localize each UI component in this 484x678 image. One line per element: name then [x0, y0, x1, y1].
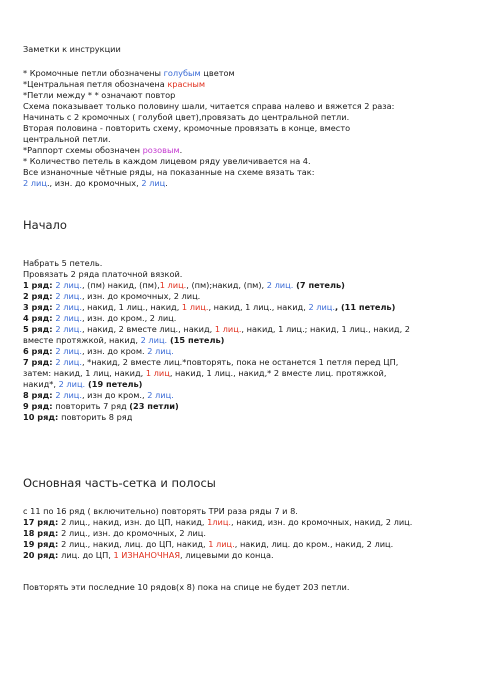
text-segment: центральной петли.: [23, 134, 111, 144]
text-segment: 2 лиц.: [55, 280, 82, 290]
text-segment: 2 лиц.: [147, 346, 174, 356]
notes-block: [23, 68, 394, 189]
text-segment: 2 лиц., изн. до кромочных, 2 лиц.: [61, 528, 206, 538]
text-segment: 2 лиц.: [55, 324, 82, 334]
text-segment: 2 лиц.: [266, 280, 294, 290]
text-segment: Все изнаночные чётные ряды, на показанные на схеме вязать так:: [23, 167, 315, 177]
text-segment: , накид, изн. до кромочных, накид, 2 лиц.: [231, 517, 413, 527]
text-segment: , изн. до кром.: [81, 346, 148, 356]
text-segment: , накид, 1 лиц., накид,: [81, 302, 182, 312]
start-line: [23, 313, 410, 324]
text-segment: , изн. до кром., 2 лиц.: [81, 313, 177, 323]
notes-line: [23, 79, 394, 90]
text-segment: , (пм);накид, (пм),: [186, 280, 267, 290]
text-segment: Начинать с 2 кромочных ( голубой цвет),провязать до центральной петли.: [23, 112, 350, 122]
text-segment: розовым: [142, 145, 180, 155]
text-segment: 2 лиц.: [55, 357, 82, 367]
text-segment: 2 лиц: [141, 178, 166, 188]
text-segment: (19 петель): [85, 379, 143, 389]
text-segment: , накид, 2 вместе лиц., накид,: [81, 324, 215, 334]
text-segment: красным: [167, 79, 205, 89]
text-segment: 3 ряд:: [23, 302, 56, 312]
text-segment: 2 ряд:: [23, 291, 56, 301]
start-line: [23, 324, 410, 335]
start-instructions: [23, 258, 410, 423]
text-segment: , (11 петель): [334, 302, 396, 312]
main-line: [23, 506, 412, 517]
section-heading-start: Начало: [23, 218, 67, 232]
start-line: [23, 346, 410, 357]
text-segment: *Центральная петля обозначена: [23, 79, 168, 89]
text-segment: 1 лиц: [145, 368, 170, 378]
text-segment: накид*,: [23, 379, 59, 389]
start-line: [23, 390, 410, 401]
text-segment: Набрать 5 петель.: [23, 258, 103, 268]
text-segment: 19 ряд:: [23, 539, 62, 549]
text-segment: 2 лиц.: [140, 335, 168, 345]
text-segment: * Количество петель в каждом лицевом ряду увеличивается на 4.: [23, 156, 311, 166]
notes-line: [23, 178, 394, 189]
text-segment: Вторая половина - повторить схему, кромочные провязать в конце, вместо: [23, 123, 351, 133]
notes-line: [23, 167, 394, 178]
text-segment: *Раппорт схемы обозначен: [23, 145, 143, 155]
text-segment: 2 лиц.: [308, 302, 335, 312]
text-segment: 9 ряд:: [23, 401, 56, 411]
notes-line: [23, 145, 394, 156]
section-heading-main: Основная часть-сетка и полосы: [23, 476, 216, 490]
text-segment: вместе протяжкой, накид,: [23, 335, 141, 345]
text-segment: 1 ИЗНАНОЧНАЯ: [113, 550, 181, 560]
text-segment: , изн до кром.,: [81, 390, 148, 400]
text-segment: 2 лиц: [23, 178, 47, 188]
text-segment: 18 ряд:: [23, 528, 62, 538]
notes-line: [23, 156, 394, 167]
text-segment: 1 лиц.: [214, 324, 242, 334]
start-line: [23, 258, 410, 269]
text-segment: *Петли между * * означают повтор: [23, 90, 176, 100]
text-segment: Провязать 2 ряда платочной вязкой.: [23, 269, 183, 279]
main-line: [23, 550, 412, 561]
text-segment: повторить 8 ряд: [61, 412, 133, 422]
notes-line: [23, 112, 394, 123]
text-segment: (15 петель): [167, 335, 225, 345]
text-segment: .: [165, 178, 168, 188]
main-line: [23, 528, 412, 539]
notes-line: [23, 101, 394, 112]
notes-line: [23, 134, 394, 145]
text-segment: 2 лиц.: [58, 379, 86, 389]
final-note: Повторять эти последние 10 рядов(х 8) пока на спице не будет 203 петли.: [23, 582, 350, 592]
text-segment: 1 лиц.: [181, 302, 209, 312]
text-segment: затем: накид, 1 лиц, накид,: [23, 368, 146, 378]
text-segment: 10 ряд:: [23, 412, 62, 422]
main-instructions: [23, 506, 412, 561]
text-segment: 2 лиц.: [55, 346, 82, 356]
text-segment: 2 лиц.: [55, 302, 82, 312]
text-segment: 8 ряд:: [23, 390, 56, 400]
text-segment: , накид, 1 лиц., накид,* 2 вместе лиц. протяжкой,: [169, 368, 387, 378]
text-segment: 2 лиц.: [55, 291, 82, 301]
text-segment: .: [179, 145, 183, 155]
text-segment: , (пм) накид, (пм),: [81, 280, 160, 290]
text-segment: (23 петли): [129, 401, 179, 411]
text-segment: 1 лиц.: [208, 539, 235, 549]
text-segment: , накид, 1 лиц., накид,: [208, 302, 309, 312]
start-line: [23, 280, 410, 291]
text-segment: (7 петель): [293, 280, 345, 290]
text-segment: , лицевыми до конца.: [180, 550, 274, 560]
text-segment: 17 ряд:: [23, 517, 62, 527]
text-segment: , накид, лиц. до кром., накид, 2 лиц.: [234, 539, 394, 549]
text-segment: 2 лиц., накид, лиц. до ЦП, накид,: [61, 539, 209, 549]
text-segment: , накид, 1 лиц.; накид, 1 лиц., накид, 2: [241, 324, 410, 334]
text-segment: 4 ряд:: [23, 313, 56, 323]
text-segment: 2 лиц.: [55, 390, 82, 400]
notes-line: [23, 90, 394, 101]
text-segment: 7 ряд:: [23, 357, 56, 367]
start-line: [23, 379, 410, 390]
main-line: [23, 539, 412, 550]
notes-line: [23, 68, 394, 79]
main-line: [23, 517, 412, 528]
page-title: Заметки к инструкции: [23, 44, 121, 54]
text-segment: 6 ряд:: [23, 346, 56, 356]
start-line: [23, 291, 410, 302]
start-line: [23, 368, 410, 379]
start-line: [23, 302, 410, 313]
text-segment: лиц. до ЦП,: [61, 550, 114, 560]
text-segment: 2 лиц.: [55, 313, 82, 323]
start-line: [23, 335, 410, 346]
text-segment: ., изн. до кромочных,: [46, 178, 142, 188]
text-segment: , *накид, 2 вместе лиц.*повторять, пока не останется 1 петля перед ЦП,: [81, 357, 399, 367]
start-line: [23, 269, 410, 280]
start-line: [23, 401, 410, 412]
text-segment: * Кромочные петли обозначены: [23, 68, 164, 78]
start-line: [23, 412, 410, 423]
text-segment: цветом: [200, 68, 235, 78]
text-segment: 2 лиц., накид, изн. до ЦП, накид,: [61, 517, 208, 527]
text-segment: 20 ряд:: [23, 550, 62, 560]
start-line: [23, 357, 410, 368]
text-segment: с 11 по 16 ряд ( включительно) повторять ТРИ раза ряды 7 и 8.: [23, 506, 298, 516]
text-segment: повторить 7 ряд: [55, 401, 130, 411]
text-segment: голубым: [163, 68, 201, 78]
text-segment: 1лиц.: [207, 517, 232, 527]
text-segment: 1 ряд:: [23, 280, 56, 290]
text-segment: Схема показывает только половину шали, читается справа налево и вяжется 2 раза:: [23, 101, 395, 111]
notes-line: [23, 123, 394, 134]
text-segment: 5 ряд:: [23, 324, 56, 334]
text-segment: , изн. до кромочных, 2 лиц.: [81, 291, 201, 301]
text-segment: 2 лиц.: [147, 390, 174, 400]
text-segment: 1 лиц.: [159, 280, 187, 290]
